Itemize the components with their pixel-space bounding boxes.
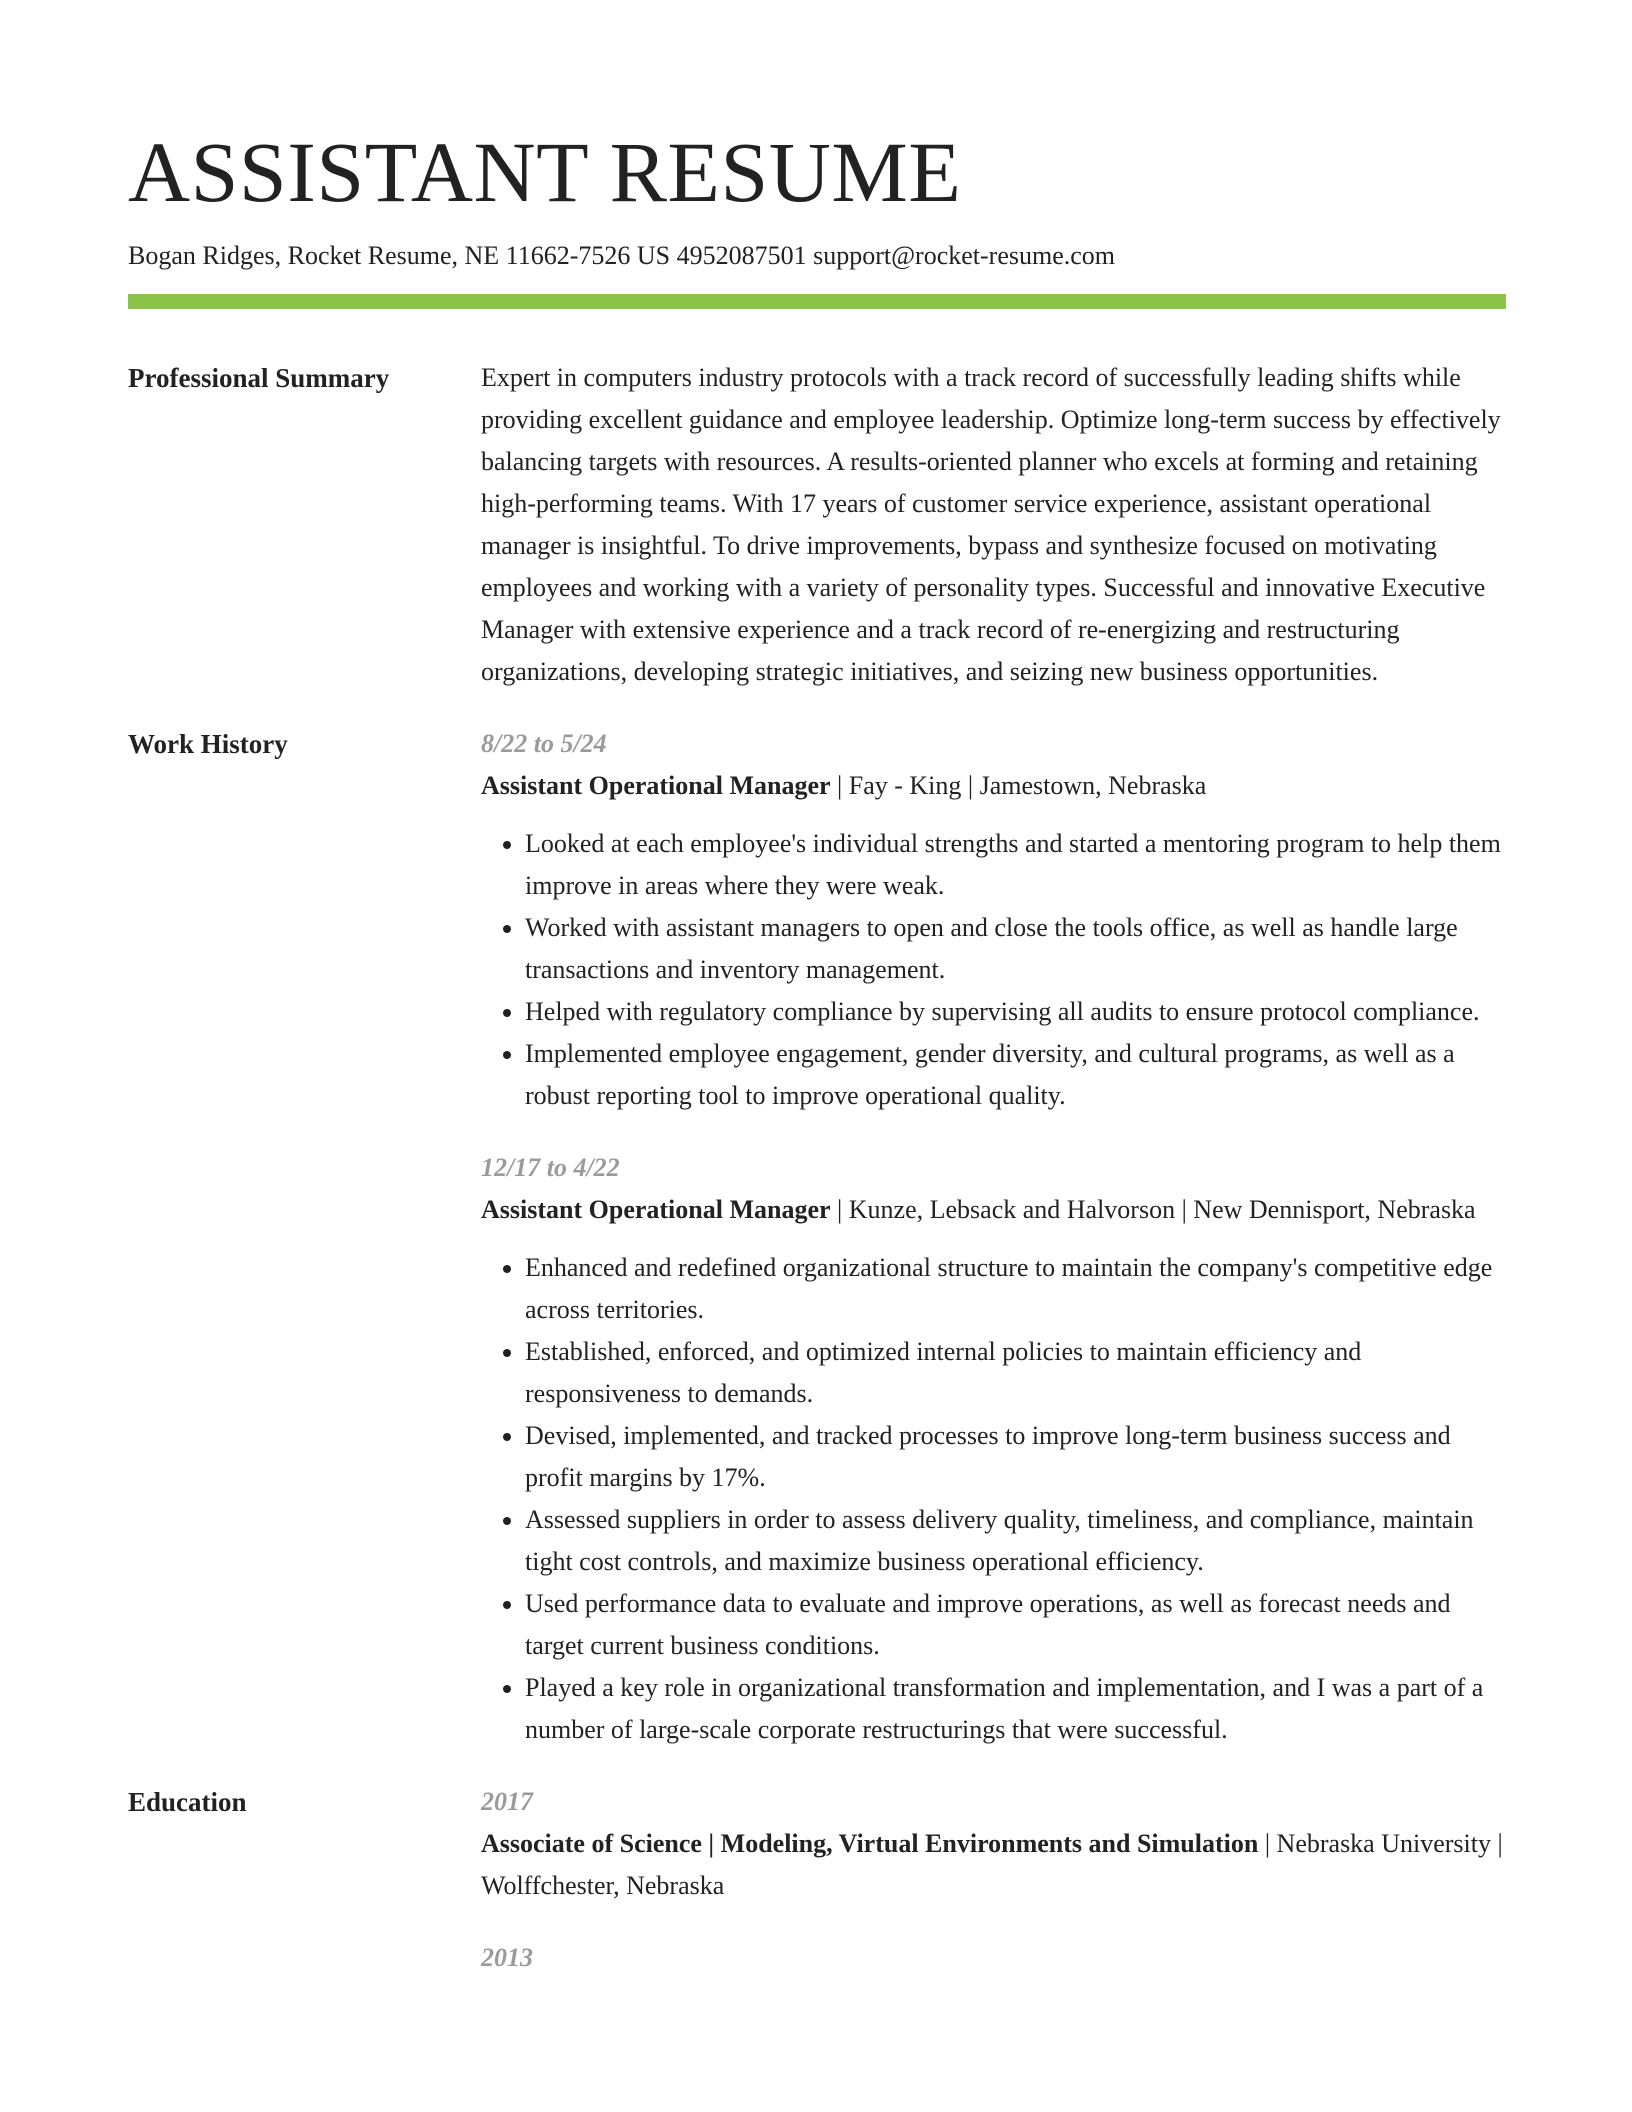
job-bullet: • Established, enforced, and optimized internal policies to maintain efficiency and responsiveness to demands. [525, 1331, 1506, 1415]
education-heading [481, 1823, 1506, 1907]
job-bullet: • Enhanced and redefined organizational structure to maintain the company's competitive edge across territories. [525, 1247, 1506, 1331]
job-heading [481, 1189, 1506, 1231]
job-heading [481, 765, 1506, 807]
job-title: Assistant Operational Manager [481, 771, 831, 800]
education-year: 2017 [481, 1787, 533, 1816]
education-body [481, 1781, 1506, 1979]
job-bullets [481, 1247, 1506, 1751]
section-label-work: Work History [128, 729, 288, 759]
resume-page [128, 118, 1506, 1979]
work-history-body [481, 723, 1506, 1751]
job-bullet: • Looked at each employee's individual strengths and started a mentoring program to help them improve in areas where they were weak. [525, 823, 1506, 907]
section-label-education: Education [128, 1787, 247, 1817]
work-history-section [128, 723, 1506, 1751]
job-bullet: • Worked with assistant managers to open and close the tools office, as well as handle large transactions and inventory management. [525, 907, 1506, 991]
education-degree: Associate of Science | Modeling, Virtual Environments and Simulation [481, 1829, 1259, 1858]
contact-line: Bogan Ridges, Rocket Resume, NE 11662-7526 US 4952087501 support@rocket-resume.com [128, 241, 1116, 270]
job-dates: 8/22 to 5/24 [481, 729, 607, 758]
job-bullet: • Helped with regulatory compliance by supervising all audits to ensure protocol compliance. [525, 991, 1506, 1033]
job-bullet: • Played a key role in organizational transformation and implementation, and I was a part of a number of large-scale corporate restructurings that were successful. [525, 1667, 1506, 1751]
job-bullet: • Assessed suppliers in order to assess delivery quality, timeliness, and compliance, maintain tight cost controls, and maximize business operational efficiency. [525, 1499, 1506, 1583]
education-entry [481, 1781, 1506, 1907]
professional-summary-section [128, 357, 1506, 693]
job-bullets [481, 823, 1506, 1117]
job-details: | Kunze, Lebsack and Halvorson | New Dennisport, Nebraska [830, 1195, 1476, 1224]
education-section [128, 1781, 1506, 1979]
job-bullet: • Implemented employee engagement, gender diversity, and cultural programs, as well as a robust reporting tool to improve operational quality. [525, 1033, 1506, 1117]
education-year: 2013 [481, 1943, 533, 1972]
education-details: | Nebraska University | Wolffchester, Nebraska [481, 1829, 1503, 1900]
job-entry [481, 1147, 1506, 1751]
job-dates: 12/17 to 4/22 [481, 1153, 620, 1182]
resume-title: ASSISTANT RESUME [128, 124, 962, 220]
job-bullet: • Used performance data to evaluate and improve operations, as well as forecast needs and target current business conditions. [525, 1583, 1506, 1667]
job-entry [481, 723, 1506, 1117]
job-title: Assistant Operational Manager [481, 1195, 831, 1224]
accent-divider [128, 294, 1506, 309]
job-bullet: • Devised, implemented, and tracked processes to improve long-term business success and profit margins by 17%. [525, 1415, 1506, 1499]
summary-text: Expert in computers industry protocols with a track record of successfully leading shifts while providing excellent guidance and employee leadership. Optimize long-term success by effectively balancing targets with resources. A results-oriented planner who excels at forming and retaining high-performing teams. With 17 years of customer service experience, assistant operational manager is insightful. To drive improvements, bypass and synthesize focused on motivating employees and working with a variety of personality types. Successful and innovative Executive Manager with extensive experience and a track record of re-energizing and restructuring organizations, developing strategic initiatives, and seizing new business opportunities. [481, 363, 1501, 686]
education-entry [481, 1937, 1506, 1979]
summary-body [481, 357, 1506, 693]
section-label-summary: Professional Summary [128, 363, 390, 393]
job-details: | Fay - King | Jamestown, Nebraska [830, 771, 1207, 800]
